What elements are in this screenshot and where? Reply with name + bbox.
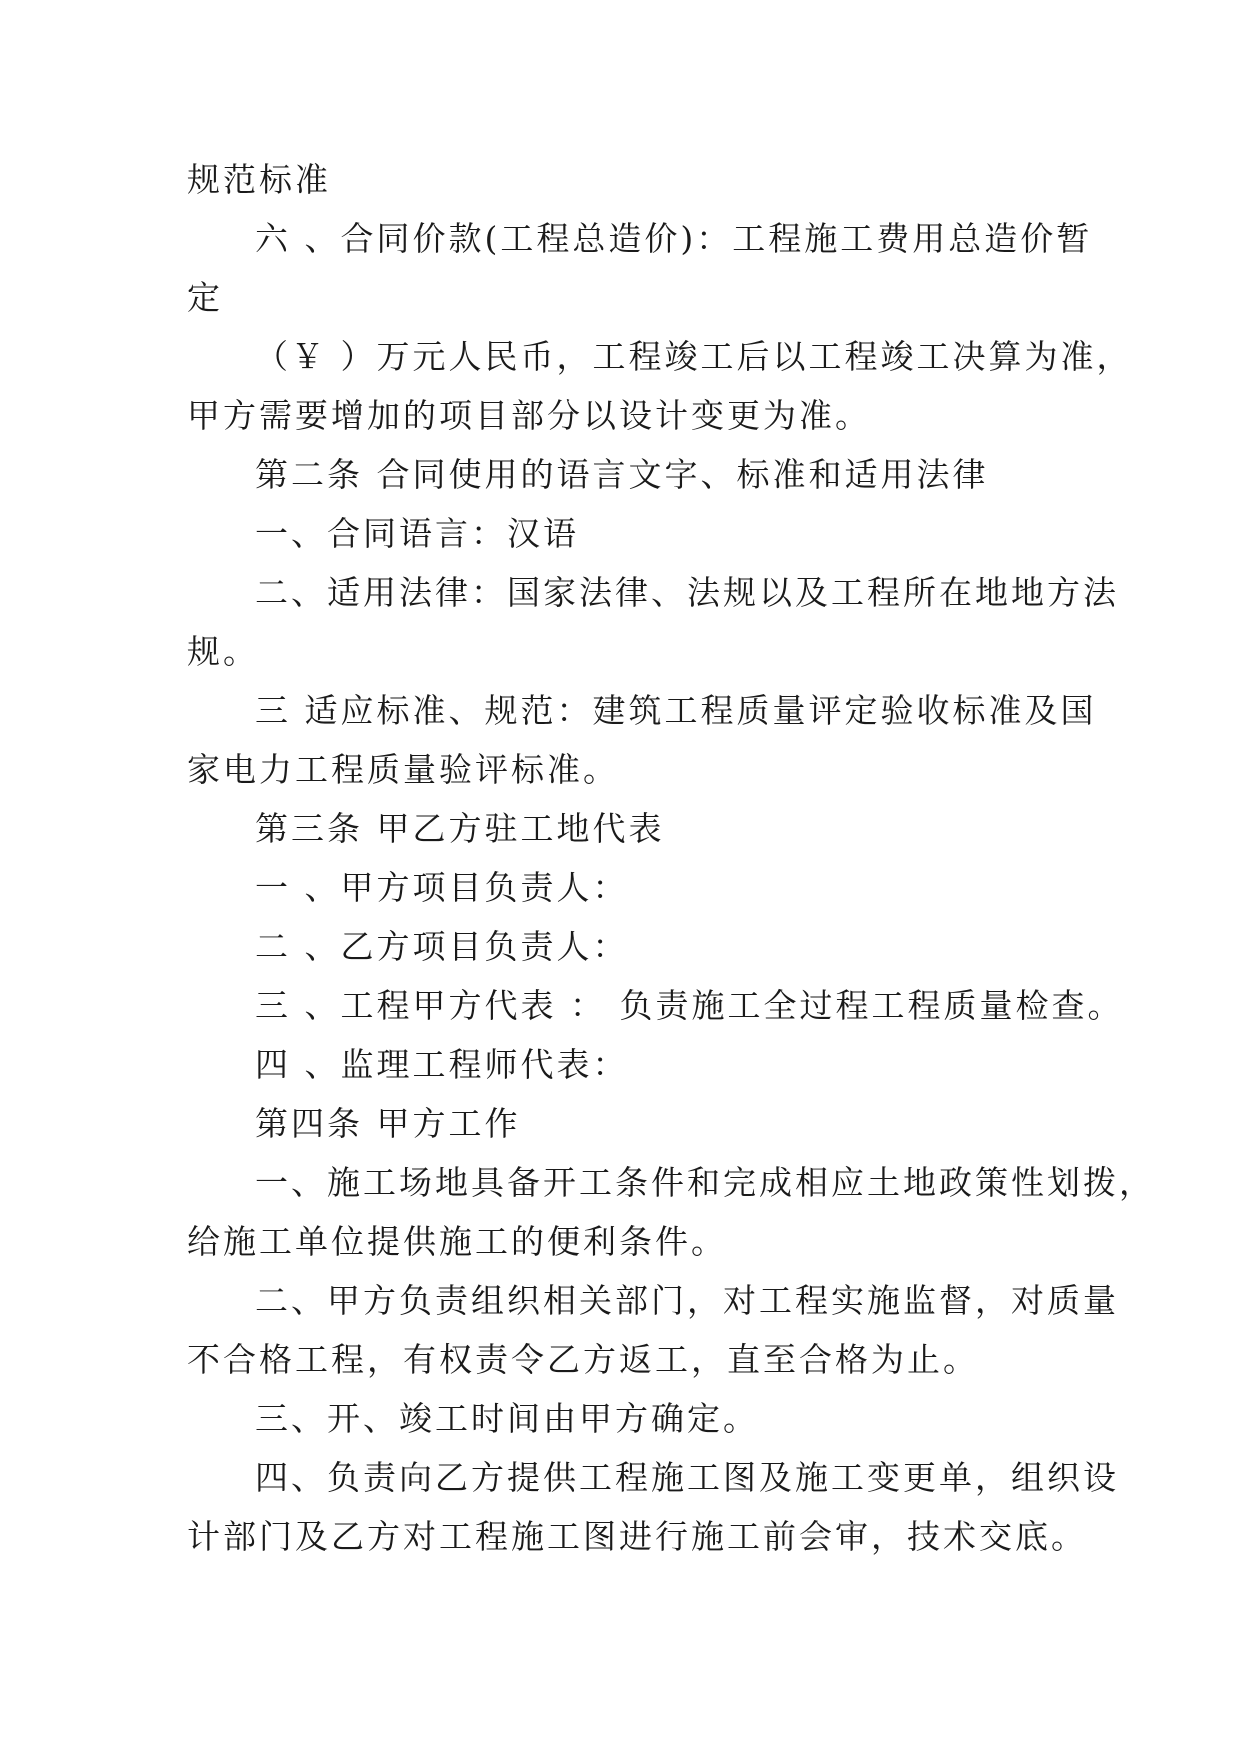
text-line: 甲方需要增加的项目部分以设计变更为准。 <box>187 396 871 435</box>
text-line: 给施工单位提供施工的便利条件。 <box>187 1222 727 1261</box>
section-heading: 第三条 甲乙方驻工地代表 <box>255 809 665 848</box>
text-line: 四 、监理工程师代表： <box>255 1045 629 1084</box>
text-line: 一 、甲方项目负责人： <box>255 868 629 907</box>
text-line: 四、负责向乙方提供工程施工图及施工变更单，组织设 <box>255 1458 1119 1497</box>
text-line: 一、施工场地具备开工条件和完成相应土地政策性划拨， <box>255 1163 1155 1202</box>
text-line: 三 、工程甲方代表 ： 负责施工全过程工程质量检查。 <box>255 986 1124 1025</box>
text-line: 三 适应标准、规范：建筑工程质量评定验收标准及国 <box>255 691 1097 730</box>
text-line: 二、适用法律：国家法律、法规以及工程所在地地方法 <box>255 573 1119 612</box>
text-line: 二、甲方负责组织相关部门，对工程实施监督，对质量 <box>255 1281 1119 1320</box>
text-line: 一、合同语言：汉语 <box>255 514 579 553</box>
section-heading: 第二条 合同使用的语言文字、标准和适用法律 <box>255 455 989 494</box>
text-line: 家电力工程质量验评标准。 <box>187 750 619 789</box>
text-line: （￥ ）万元人民币，工程竣工后以工程竣工决算为准， <box>255 337 1133 376</box>
text-line: 定 <box>187 278 223 317</box>
text-line: 六 、合同价款(工程总造价)：工程施工费用总造价暂 <box>255 219 1093 258</box>
text-line: 二 、乙方项目负责人： <box>255 927 629 966</box>
text-line: 三、开、竣工时间由甲方确定。 <box>255 1399 759 1438</box>
section-heading: 第四条 甲方工作 <box>255 1104 521 1143</box>
text-line: 规。 <box>187 632 259 671</box>
text-line: 不合格工程，有权责令乙方返工，直至合格为止。 <box>187 1340 979 1379</box>
text-line: 规范标准 <box>187 160 331 199</box>
document-body <box>187 150 1155 1566</box>
text-line: 计部门及乙方对工程施工图进行施工前会审，技术交底。 <box>187 1517 1087 1556</box>
